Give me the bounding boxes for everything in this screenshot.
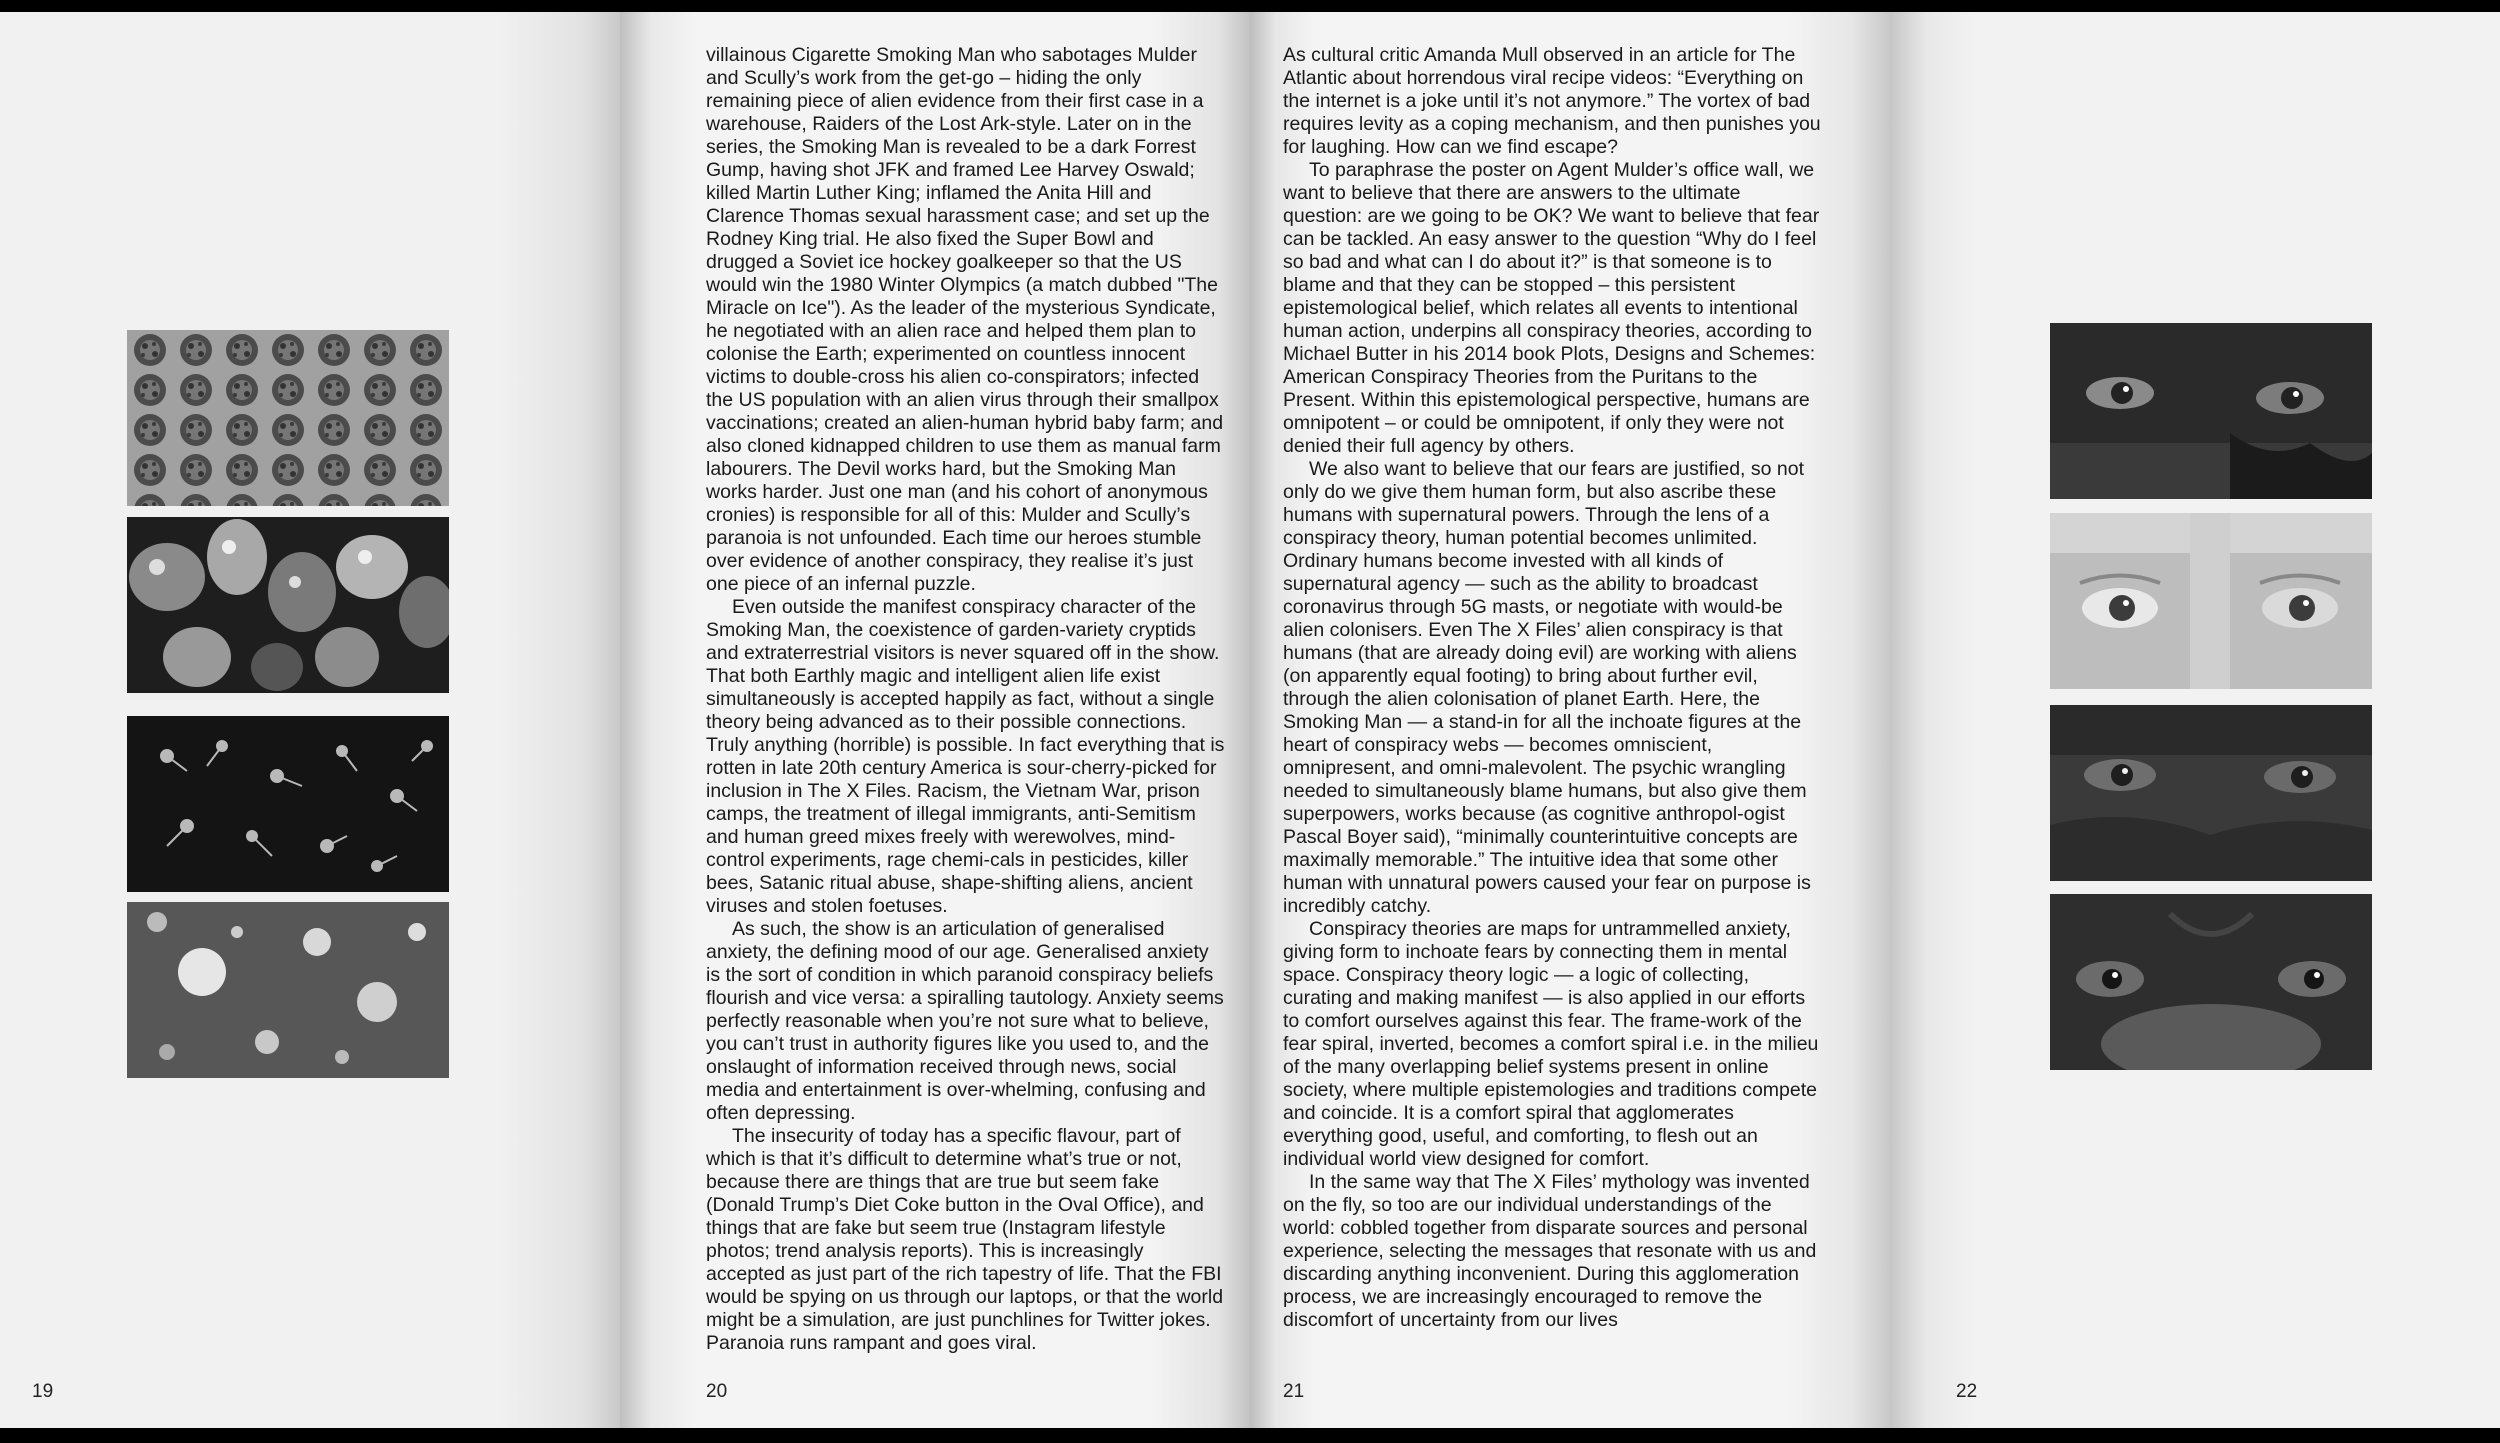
photo-eyes-4 [2050,894,2372,1070]
folio-22: 22 [1956,1381,1978,1402]
page-19 [0,12,620,1428]
paragraph: In the same way that The X Files’ mythology was invented on the fly, so too are our individual understandings of the world: cobbled together from disparate sources and personal experience, selecting the messages that resonate with us and discarding anything inconvenient. During this agglomeration process, we are increasingly encouraged to remove the discomfort of uncertainty from our lives [1283,1171,1817,1331]
photo-eyes-2 [2050,513,2372,689]
folio-20: 20 [706,1381,728,1402]
photo-eyes-3 [2050,705,2372,881]
photo-cell-texture [127,330,449,506]
photo-tadpoles [127,716,449,892]
text-column-page-21 [1283,44,1823,1332]
page-22 [1890,12,2500,1428]
paragraph: To paraphrase the poster on Agent Mulder’s office wall, we want to believe that there are answers to the ultimate question: are we going to be OK? We want to believe that fear can be tackled. An easy answer to the question “Why do I feel so bad and what can I do about it?” is that someone is to blame and that they can be stopped – this persistent epistemological belief, which relates all events to intentional human action, underpins all conspiracy theories, according to Michael Butter in his 2014 book Plots, Designs and Schemes: American Conspiracy Theories from the Puritans to the Present. Within this epistemological perspective, humans are omnipotent – or could be omnipotent, if only they were not denied their full agency by others. [1283,159,1820,457]
paragraph: We also want to believe that our fears are justified, so not only do we give them human form, but also ascribe these humans with supernatural powers. Through the lens of a conspiracy theory, human potential becomes unlimited. Ordinary humans become invested with all kinds of supernatural agency — such as the ability to broadcast coronavirus through 5G masts, or negotiate with would-be alien colonisers. Even The X Files’ alien conspiracy is that humans (that are already doing evil) are working with aliens (on apparently equal footing) to bring about further evil, through the alien colonisation of planet Earth. Here, the Smoking Man — a stand-in for all the inchoate figures at the heart of conspiracy webs — becomes omniscient, omnipresent, and omni-malevolent. The psychic wrangling needed to simultaneously blame humans, but also give them superpowers, works because (as cognitive anthropol-ogist Pascal Boyer said), “minimally counterintuitive concepts are maximally memorable.” The intuitive idea that some other human with unnatural powers caused your fear on purpose is incredibly catchy. [1283,458,1811,917]
paragraph: villainous Cigarette Smoking Man who sabotages Mulder and Scully’s work from the get-go – hiding the only remaining piece of alien evidence from their first case in a warehouse, Raiders of the Lost Ark-style. Later on in the series, the Smoking Man is revealed to be a dark Forrest Gump, having shot JFK and framed Lee Harvey Oswald; killed Martin Luther King; inflamed the Anita Hill and Clarence Thomas sexual harassment case; and set up the Rodney King trial. He also fixed the Super Bowl and drugged a Soviet ice hockey goalkeeper so that the US would win the 1980 Winter Olympics (a match dubbed "The Miracle on Ice"). As the leader of the mysterious Syndicate, he negotiated with an alien race and helped them plan to colonise the Earth; experimented on countless innocent victims to double-cross his alien co-conspirators; infected the US population with an alien virus through their smallpox vaccinations; created an alien-human hybrid baby farm; and also cloned kidnapped children to use them as manual farm labourers. The Devil works hard, but the Smoking Man works harder. Just one man (and his cohort of anonymous cronies) is responsible for all of this: Mulder and Scully’s paranoia is not unfounded. Each time our heroes stumble over evidence of another conspiracy, they realise it’s just one piece of an infernal puzzle. [706,44,1224,595]
paragraph: Even outside the manifest conspiracy character of the Smoking Man, the coexistence of garden-variety cryptids and extraterrestrial visitors is never squared off in the show. That both Earthly magic and intelligent alien life exist simultaneously is accepted happily as fact, without a single theory being advanced as to their possible connections. Truly anything (horrible) is possible. In fact everything that is rotten in late 20th century America is sour-cherry-picked for inclusion in The X Files. Racism, the Vietnam War, prison camps, the treatment of illegal immigrants, anti-Semitism and human greed mixes freely with werewolves, mind-control experiments, rage chemi-cals in pesticides, killer bees, Satanic ritual abuse, shape-shifting aliens, ancient viruses and stolen foetuses. [706,596,1225,917]
paragraph: As such, the show is an articulation of generalised anxiety, the defining mood of our age. Generalised anxiety is the sort of condition in which paranoid conspiracy beliefs flourish and vice versa: a spiralling tautology. Anxiety seems perfectly reasonable when you’re not sure what to believe, you can’t trust in authority figures like you used to, and the onslaught of information received through news, social media and entertainment is over-whelming, confusing and often depressing. [706,918,1224,1124]
page-21 [1250,12,1890,1428]
paragraph: As cultural critic Amanda Mull observed in an article for The Atlantic about horrendous viral recipe videos: “Everything on the internet is a joke until it’s not anymore.” The vortex of bad requires levity as a coping mechanism, and then punishes you for laughing. How can we find escape? [1283,44,1821,158]
paragraph: The insecurity of today has a specific flavour, part of which is that it’s difficult to determine what’s true or not, because there are things that are true but seem fake (Donald Trump’s Diet Coke button in the Oval Office), and things that are fake but seem true (Instagram lifestyle photos; trend analysis reports). This is increasingly accepted as just part of the rich tapestry of life. That the FBI would be spying on us through our laptops, or that the world might be a simulation, are just punchlines for Twitter jokes. Paranoia runs rampant and goes viral. [706,1125,1224,1354]
book-spread [0,12,2500,1428]
folio-21: 21 [1283,1381,1305,1402]
photo-eyes-1 [2050,323,2372,499]
photo-bubbles [127,517,449,693]
paragraph: Conspiracy theories are maps for untrammelled anxiety, giving form to inchoate fears by connecting them in mental space. Conspiracy theory logic — a logic of collecting, curating and making manifest — is also applied in our efforts to comfort ourselves against this fear. The frame-work of the fear spiral, inverted, becomes a comfort spiral i.e. in the milieu of the many overlapping belief systems present in online society, where multiple epistemologies and traditions compete and coincide. It is a comfort spiral that agglomerates everything good, useful, and comforting, to flesh out an individual world view designed for comfort. [1283,918,1819,1170]
page-20 [620,12,1250,1428]
text-column-page-20 [706,44,1226,1355]
photo-spots [127,902,449,1078]
folio-19: 19 [32,1381,54,1402]
